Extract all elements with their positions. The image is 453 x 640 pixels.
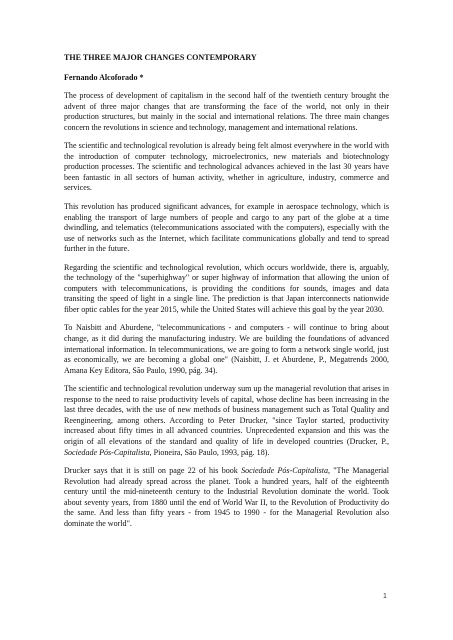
paragraph-2: The scientific and technological revolution is already being felt almost everywhere in the world with the introduction of computer technology, microelectronics, new materials and biotechnology production processes. The scientific and technological advances achieved in the last 30 years have been fantastic in all sectors of human activity, whether in agriculture, industry, commerce and services.: [64, 141, 389, 193]
paragraph-1: The process of development of capitalism in the second half of the twentieth century brought the advent of three major changes that are transforming the face of the world, not only in their production structures, but mainly in the social and international relations. The three main changes concern the revolutions in science and technology, management and international relations.: [64, 91, 389, 132]
paragraph-6-text: The scientific and technological revolution underway sum up the managerial revolution that arises in response to the need to raise productivity levels of capital, whose decline has been increasing in the last three decades, with the use of new methods of business management such as Total Quality and Reengineering, among others. According to Peter Drucker, "since Taylor started, productivity increased about fifty times in all advanced countries. Unprecedented expansion and this was the origin of all elevations of the standard and quality of life in developed countries (Drucker, P.,: [64, 384, 389, 446]
paragraph-7-start: Drucker says that it is still on page 22 of his book: [64, 466, 242, 476]
paragraph-6: [64, 384, 389, 458]
paragraph-6-end: , Pioneira, São Paulo, 1993, pág. 18).: [149, 447, 270, 457]
document-title: THE THREE MAJOR CHANGES CONTEMPORARY: [64, 53, 257, 62]
paragraph-7-book-title: Sociedade Pós-Capitalista: [241, 466, 328, 476]
paragraph-5: To Naisbitt and Aburdene, "telecommunications - and computers - will continue to bring about change, as it did during the manufacturing industry. We are building the foundations of advanced international information. In telecommunications, we are going to form a network single world, just as economically, we are becoming a global one" (Naisbitt, J. et Aburdene, P., Megatrends 2000, Amana Key Editora, São Paulo, 1990, pág. 34).: [64, 323, 389, 375]
page-number: 1: [383, 593, 387, 600]
document-body: [64, 53, 389, 537]
paragraph-4: Regarding the scientific and technological revolution, which occurs worldwide, there is, arguably, the technology of the "superhighway" or super highway of information that allowing the union of computers with telecommunications, is providing the conditions for sounds, images and data transiting the speed of light in a single line. The prediction is that Japan interconnects nationwide fiber optic cables for the year 2015, while the United States will achieve this goal by the year 2030.: [64, 262, 389, 314]
paragraph-7-end: , "The Managerial Revolution had already spread across the planet. Took a hundred years, half of the eighteenth century until the mid-nineteenth century to the Industrial Revolution dominate the world. Took about seventy years, from 1880 until the end of World War II, to the Revolution of Productivity do the same. And less than fifty years - from 1945 to 1990 - for the Managerial Revolution also dominate the world".: [64, 466, 389, 528]
paragraph-3: This revolution has produced significant advances, for example in aerospace technology, which is enabling the transport of large numbers of people and cargo to any part of the globe at a time dwindling, and telematics (telecommunications associated with the computers), especially with the use of networks such as the Internet, which facilitate communications globally and tend to spread further in the future.: [64, 202, 389, 254]
paragraph-7: [64, 466, 389, 529]
paragraph-6-book-title: Sociedade Pós-Capitalista: [64, 447, 150, 457]
document-author: Fernando Alcoforado *: [64, 72, 144, 82]
